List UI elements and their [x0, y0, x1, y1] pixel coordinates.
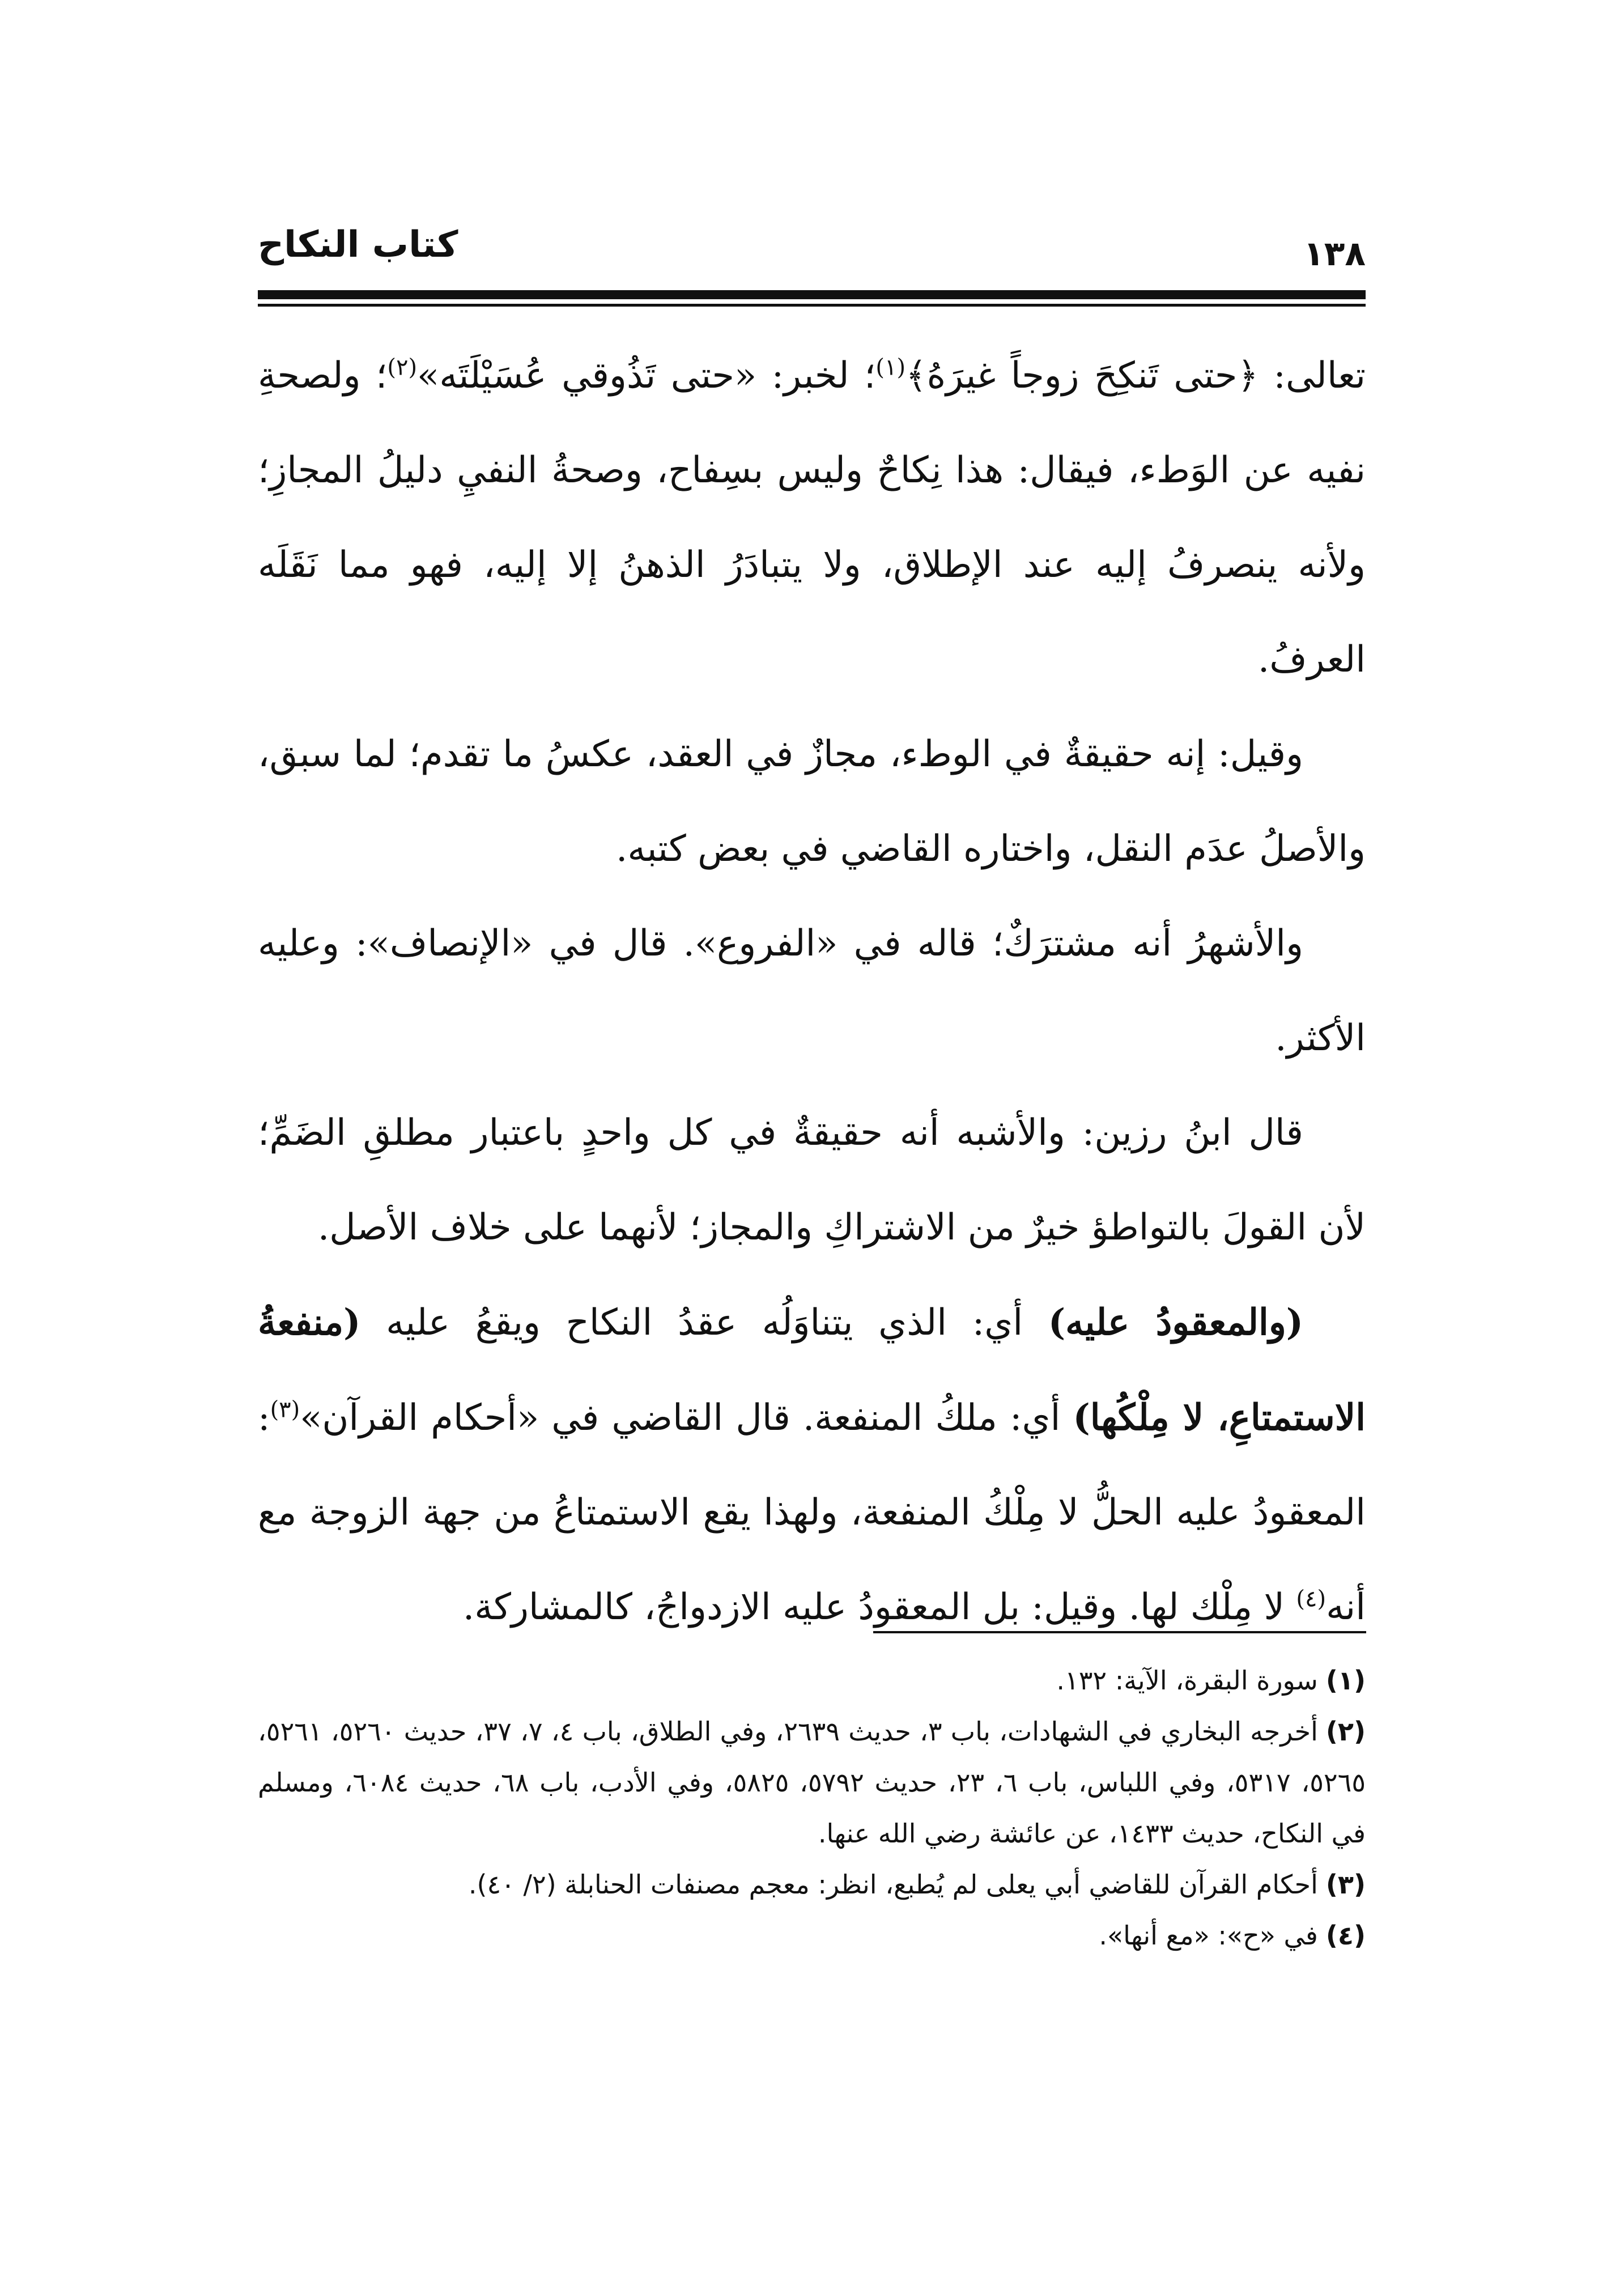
- paragraph-2: وقيل: إنه حقيقةٌ في الوطء، مجازٌ في العقد، عكسُ ما تقدم؛ لما سبق، والأصلُ عدَم النقل، واختاره القاضي في بعض كتبه.: [258, 733, 1366, 870]
- footnote-4: [258, 1910, 1366, 1961]
- p1-text-a: تعالى: ﴿حتى تَنكِحَ زوجاً غيرَهُ﴾: [905, 355, 1366, 397]
- footnote-number: (٤): [1325, 1920, 1366, 1951]
- p1-text-b: ؛ لخبر: «حتى تَذُوقي عُسَيْلَتَه»: [417, 355, 876, 397]
- header-rule-thin: [258, 304, 1366, 307]
- matn-term-1: (والمعقودُ عليه): [1048, 1301, 1304, 1344]
- p1-text-c: ؛ ولصحةِ نفيه عن الوَطء، فيقال: هذا نِكاحٌ وليس بسِفاح، وصحةُ النفيِ دليلُ المجازِ؛ ولأنه ينصرفُ إليه عند الإطلاق، ولا يتبادَرُ الذهنُ إلا إليه، فهو مما نَقَلَه العرفُ.: [258, 355, 1366, 681]
- page-header: [258, 224, 1366, 281]
- paragraph-5: [258, 1275, 1366, 1655]
- footnote-number: (٢): [1325, 1716, 1366, 1747]
- footnotes: [258, 1655, 1366, 1961]
- footnote-2: [258, 1706, 1366, 1859]
- matn-term-2: (منفعةُ الاستمتاعِ، لا مِلْكُها): [258, 1301, 1366, 1439]
- paragraph-4: قال ابنُ رزين: والأشبه أنه حقيقةٌ في كل واحدٍ باعتبار مطلقِ الضَمِّ؛ لأن القولَ بالتواطؤ خيرٌ من الاشتراكِ والمجاز؛ لأنهما على خلاف الأصل.: [258, 1112, 1366, 1249]
- page-number: ١٣٨: [1303, 234, 1366, 274]
- paragraph-3: والأشهرُ أنه مشترَكٌ؛ قاله في «الفروع». قال في «الإنصاف»: وعليه الأكثر.: [258, 923, 1366, 1059]
- footnote-ref-4: (٤): [1296, 1586, 1327, 1612]
- footnote-separator: [873, 1631, 1366, 1633]
- footnote-3: [258, 1859, 1366, 1910]
- p5-text-a: أي: الذي يتناوَلُه عقدُ النكاح ويقعُ عليه: [360, 1302, 1048, 1344]
- p5-text-b: أي: ملكُ المنفعة. قال القاضي في «أحكام القرآن»: [300, 1397, 1073, 1439]
- footnote-number: (١): [1325, 1665, 1366, 1696]
- p5-text-d: لا مِلْك لها. وقيل: بل المعقودُ عليه الازدواجُ، كالمشاركة.: [462, 1586, 1296, 1628]
- footnote-text: في «ح»: «مع أنها».: [1099, 1920, 1318, 1951]
- main-text: [258, 329, 1366, 1655]
- footnote-number: (٣): [1325, 1869, 1366, 1900]
- paragraph-1: [258, 329, 1366, 707]
- header-rule-thick: [258, 290, 1366, 299]
- footnote-ref-2: (٢): [387, 354, 418, 381]
- footnote-text: أخرجه البخاري في الشهادات، باب ٣، حديث ٢٦٣٩، وفي الطلاق، باب ٤، ٧، ٣٧، حديث ٥٢٦٠، ٥٢٦١، ٥٢٦٥، ٥٣١٧، وفي اللباس، باب ٦، ٢٣، حديث ٥٧٩٢، ٥٨٢٥، وفي الأدب، باب ٦٨، حديث ٦٠٨٤، ومسلم في النكاح، حديث ١٤٣٣، عن عائشة رضي الله عنها.: [258, 1716, 1366, 1849]
- footnote-ref-1: (١): [875, 354, 906, 381]
- footnote-text: سورة البقرة، الآية: ١٣٢.: [1056, 1665, 1318, 1696]
- footnote-ref-3: (٣): [270, 1396, 300, 1423]
- footnote-text: أحكام القرآن للقاضي أبي يعلى لم يُطبع، انظر: معجم مصنفات الحنابلة (٢/ ٤٠).: [468, 1869, 1318, 1900]
- running-title: كتاب النكاح: [258, 224, 458, 266]
- footnote-1: [258, 1655, 1366, 1706]
- p5-text-c: : المعقودُ عليه الحلُّ لا مِلْكُ المنفعة، ولهذا يقع الاستمتاعُ من جهة الزوجة مع أنه: [258, 1397, 1366, 1628]
